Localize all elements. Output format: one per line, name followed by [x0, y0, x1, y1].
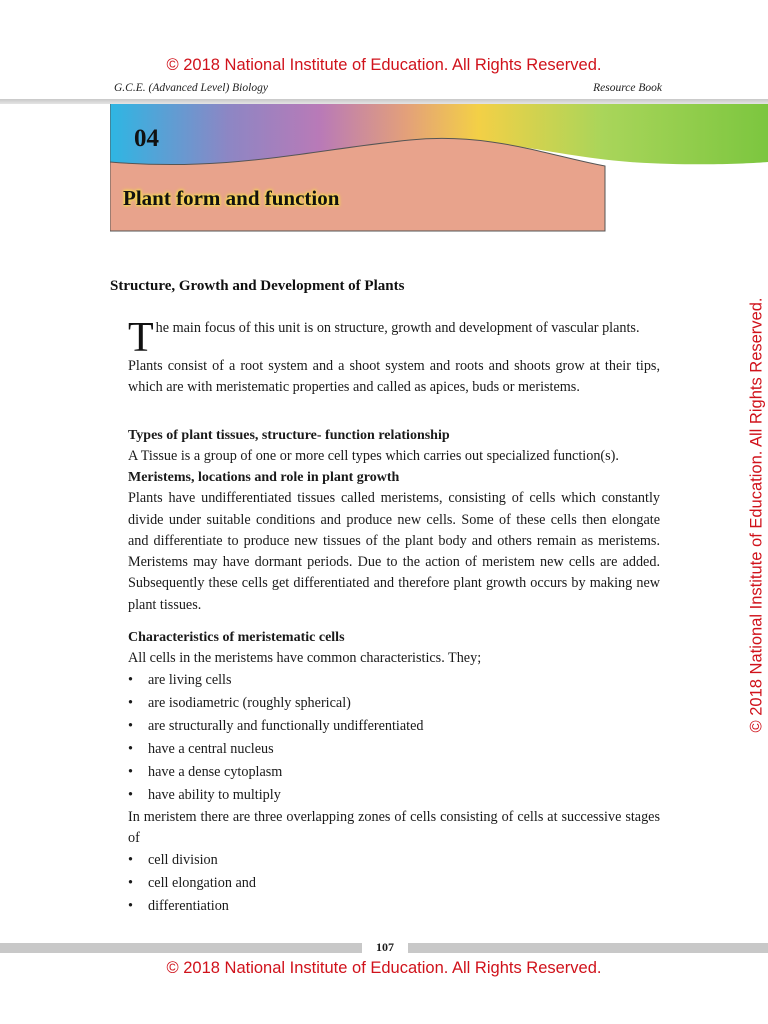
- intro-paragraph-1: [128, 315, 660, 361]
- running-header-book-type: Resource Book: [593, 82, 662, 94]
- list-item: • have a central nucleus: [128, 738, 660, 761]
- intro-paragraph-2: Plants consist of a root system and a shoot system and roots and shoots grow at their tips, which are with meristematic properties and called as apices, buds or meristems.: [128, 358, 660, 395]
- chapter-title: Plant form and function: [123, 186, 340, 210]
- chapter-number: 04: [134, 125, 159, 152]
- copyright-notice-bottom: © 2018 National Institute of Education. All Rights Reserved.: [166, 959, 602, 977]
- characteristics-section: [128, 627, 660, 918]
- page-number: 107: [376, 940, 394, 954]
- list-item: • have ability to multiply: [128, 784, 660, 807]
- characteristics-heading: Characteristics of meristematic cells: [128, 630, 345, 645]
- chapter-banner: [110, 104, 768, 236]
- list-item: • differentiation: [128, 895, 660, 918]
- list-item: • cell division: [128, 849, 660, 872]
- meristems-heading: Meristems, locations and role in plant growth: [128, 470, 400, 485]
- characteristics-intro: All cells in the meristems have common characteristics. They;: [128, 650, 482, 666]
- intro-section: [128, 315, 660, 398]
- tissues-heading: Types of plant tissues, structure- function relationship: [128, 428, 450, 443]
- list-item: • are structurally and functionally undifferentiated: [128, 715, 660, 738]
- tissues-section: [128, 425, 660, 467]
- characteristics-list: [128, 669, 660, 807]
- meristems-text: Plants have undifferentiated tissues called meristems, consisting of cells which constantly divide under suitable conditions and produce new cells. Some of these cells then elongate and differentiate to produce new tissues of the plant body and others remain as meristems. Meristems may have dormant periods. Due to the action of meristem new cells are added. Subsequently these cells get differentiated and therefore plant growth occurs by making new plant tissues.: [128, 490, 660, 613]
- running-header-book-title: G.C.E. (Advanced Level) Biology: [114, 82, 268, 94]
- drop-cap: T: [128, 315, 154, 361]
- zones-intro: In meristem there are three overlapping zones of cells consisting of cells at successive stages of: [128, 809, 660, 846]
- list-item: • are isodiametric (roughly spherical): [128, 692, 660, 715]
- footer-rule-right: [408, 943, 768, 953]
- intro-paragraph-1-text: he main focus of this unit is on structure, growth and development of vascular plants.: [155, 320, 640, 336]
- list-item: • cell elongation and: [128, 872, 660, 895]
- list-item: • have a dense cytoplasm: [128, 761, 660, 784]
- copyright-notice-top: © 2018 National Institute of Education. All Rights Reserved.: [166, 56, 602, 74]
- meristems-section: [128, 467, 660, 616]
- copyright-notice-side: © 2018 National Institute of Education. All Rights Reserved.: [747, 297, 766, 733]
- tissues-text: A Tissue is a group of one or more cell types which carries out specialized function(s).: [128, 448, 619, 464]
- list-item: • are living cells: [128, 669, 660, 692]
- section-heading: Structure, Growth and Development of Plants: [110, 278, 405, 294]
- footer-rule-left: [0, 943, 362, 953]
- zones-list: [128, 849, 660, 918]
